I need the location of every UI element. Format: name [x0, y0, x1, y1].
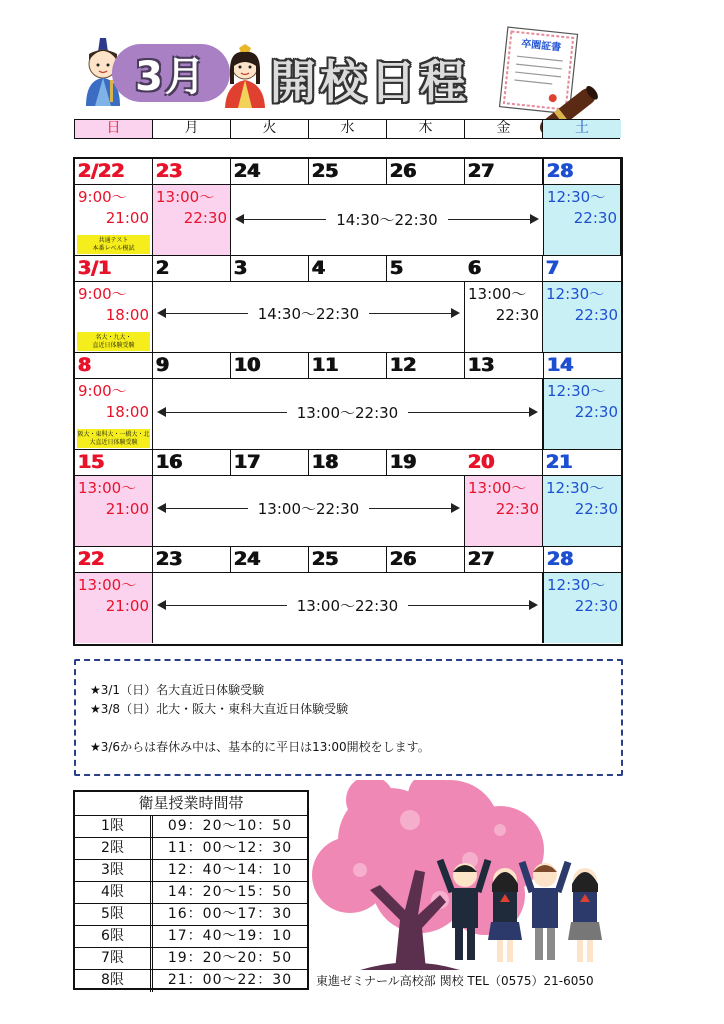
date-label: 15: [75, 450, 152, 476]
event-note: 名大・九大・ 直近日体験受験: [77, 332, 150, 351]
calendar-week: [75, 450, 621, 547]
date-label: 2: [153, 256, 231, 282]
day-hours: 12:30～ 22:30: [546, 285, 618, 324]
hours-range-arrow: 14:30～22:30: [157, 303, 460, 323]
calendar-day-cell: [75, 547, 153, 643]
date-label: 19: [387, 450, 465, 476]
girl-hina-doll-illustration: [222, 44, 268, 108]
notes-box: [74, 659, 623, 776]
calendar-day-cell: [75, 159, 153, 255]
hours-range-arrow: 13:00～22:30: [157, 595, 538, 615]
calendar-day-cell: [75, 256, 153, 352]
calendar-weekday-span: [153, 353, 543, 449]
date-label: 24: [231, 547, 309, 573]
day-hours: 13:00～ 21:00: [78, 479, 149, 518]
table-row: 6限 17：40～19：10: [75, 926, 307, 948]
date-label: 22: [75, 547, 152, 573]
weekday-wed: 水: [309, 120, 387, 138]
calendar-weekday-span: [153, 547, 543, 643]
date-label: 27: [465, 159, 543, 185]
weekday-sat: 土: [543, 120, 621, 138]
table-row: 1限 09：20～10：50: [75, 816, 307, 838]
student-figure: [488, 868, 522, 962]
day-hours: 9:00～ 18:00: [78, 285, 149, 324]
calendar-day-cell: [75, 450, 153, 546]
date-label: 25: [309, 159, 387, 185]
calendar-day-cell: [543, 159, 621, 255]
calendar-day-cell: [543, 353, 621, 449]
student-figure: [568, 868, 602, 962]
day-hours: 12:30～ 22:30: [547, 188, 617, 227]
diploma-text: 卒園証書: [520, 38, 562, 54]
date-label: 24: [231, 159, 309, 185]
date-label: 26: [387, 159, 465, 185]
calendar-week: [75, 353, 621, 450]
date-label: 13: [465, 353, 543, 379]
weekday-sun: 日: [75, 120, 153, 138]
calendar-day-cell: [543, 547, 621, 643]
date-label: 14: [544, 353, 621, 379]
table-row: 4限 14：20～15：50: [75, 882, 307, 904]
calendar-day-cell: [465, 450, 543, 546]
calendar-day-cell: [465, 256, 543, 352]
date-label: 17: [231, 450, 309, 476]
day-hours: 12:30～ 22:30: [547, 382, 618, 421]
date-label: 2/22: [75, 159, 152, 185]
satellite-class-timetable: [73, 790, 309, 990]
table-row: 5限 16：00～17：30: [75, 904, 307, 926]
date-label: 18: [309, 450, 387, 476]
calendar-weekday-span: [231, 159, 543, 255]
weekday-mon: 月: [153, 120, 231, 138]
date-label: 3: [231, 256, 309, 282]
date-label: 3/1: [75, 256, 152, 282]
day-hours: 13:00～ 22:30: [468, 285, 539, 324]
table-row: 3限 12：40～14：10: [75, 860, 307, 882]
date-label: 20: [465, 450, 542, 476]
month-label: 3月: [135, 53, 207, 100]
schedule-calendar: [73, 157, 623, 646]
date-label: 9: [153, 353, 231, 379]
weekday-thu: 木: [387, 120, 465, 138]
calendar-day-cell: [543, 450, 621, 546]
hours-range-arrow: 13:00～22:30: [157, 498, 460, 518]
date-label: 12: [387, 353, 465, 379]
date-label: 27: [465, 547, 543, 573]
note-line: ★3/6からは春休み中は、基本的に平日は13:00開校をします。: [90, 740, 430, 754]
school-footer: 東進ゼミナール高校部 関校 TEL（0575）21-6050: [316, 974, 594, 988]
weekday-header: [74, 119, 620, 139]
day-hours: 12:30～ 22:30: [547, 576, 618, 615]
event-note: 共通テスト 本番レベル模試: [77, 235, 150, 254]
hours-range-arrow: 14:30～22:30: [235, 209, 539, 229]
calendar-week: [75, 256, 621, 353]
date-label: 5: [387, 256, 465, 282]
table-row: 2限 11：00～12：30: [75, 838, 307, 860]
cherry-tree-students-illustration: [300, 780, 630, 970]
date-label: 7: [543, 256, 621, 282]
date-label: 11: [309, 353, 387, 379]
calendar-day-cell: [543, 256, 621, 352]
student-figure: [522, 862, 568, 960]
weekday-tue: 火: [231, 120, 309, 138]
note-line: ★3/8（日）北大・阪大・東科大直近日体験受験: [90, 702, 349, 716]
date-label: 23: [153, 547, 231, 573]
day-hours: 13:00～ 22:30: [156, 188, 227, 227]
day-hours: 9:00～ 21:00: [78, 188, 149, 227]
date-label: 16: [153, 450, 231, 476]
day-hours: 13:00～ 21:00: [78, 576, 149, 615]
date-label: 28: [544, 547, 621, 573]
calendar-day-cell: [153, 159, 231, 255]
date-label: 8: [75, 353, 152, 379]
diploma-illustration: [494, 26, 606, 134]
date-label: 21: [543, 450, 621, 476]
month-badge: [112, 44, 230, 102]
hours-range-arrow: 13:00～22:30: [157, 402, 538, 422]
event-note: 阪大・東科大・一橋大・北 大直近日体験受験: [77, 429, 150, 448]
date-label: 6: [465, 256, 542, 282]
date-label: 26: [387, 547, 465, 573]
timetable-title: 衛星授業時間帯: [75, 792, 307, 816]
date-label: 4: [309, 256, 387, 282]
calendar-weekday-span: [153, 450, 465, 546]
page-title: 開校日程: [270, 55, 470, 109]
calendar-weekday-span: [153, 256, 465, 352]
date-label: 25: [309, 547, 387, 573]
note-line: ★3/1（日）名大直近日体験受験: [90, 683, 265, 697]
calendar-day-cell: [75, 353, 153, 449]
table-row: 8限 21：00～22：30: [75, 970, 307, 992]
date-label: 10: [231, 353, 309, 379]
table-row: 7限 19：20～20：50: [75, 948, 307, 970]
day-hours: 12:30～ 22:30: [546, 479, 618, 518]
calendar-week: [75, 159, 621, 256]
day-hours: 9:00～ 18:00: [78, 382, 149, 421]
date-label: 28: [544, 159, 620, 185]
weekday-fri: 金: [465, 120, 543, 138]
day-hours: 13:00～ 22:30: [468, 479, 539, 518]
calendar-week: [75, 547, 621, 644]
date-label: 23: [153, 159, 230, 185]
